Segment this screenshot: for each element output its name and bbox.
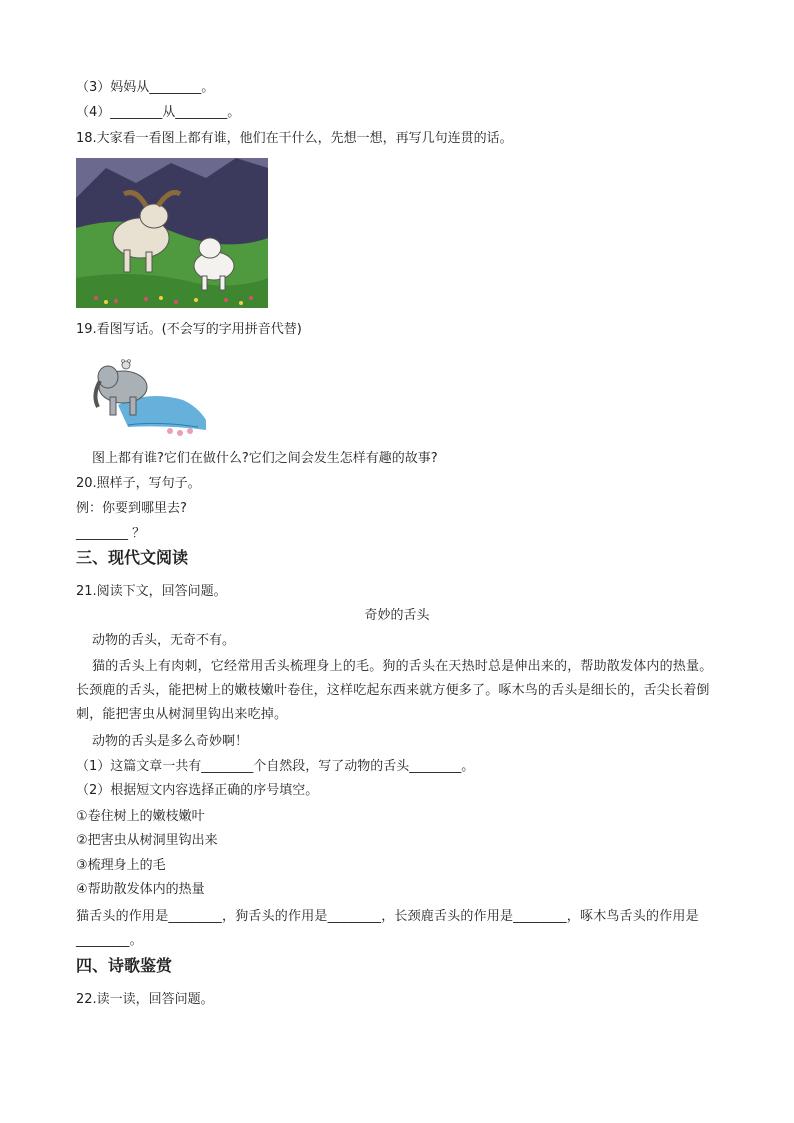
option-3: ③梳理身上的毛 — [76, 858, 166, 873]
tongue-function-fill-in: 猫舌头的作用是________，狗舌头的作用是________，长颈鹿舌头的作用是________，啄木鸟舌头的作用是________。 — [76, 909, 699, 948]
q18-prompt: 18.大家看一看图上都有谁，他们在干什么，先想一想，再写几句连贯的话。 — [76, 131, 513, 146]
option-2: ②把害虫从树洞里钩出来 — [76, 833, 218, 848]
passage-title: 奇妙的舌头 — [364, 608, 430, 623]
elephant-and-mouse-illustration — [88, 345, 208, 437]
q20-answer-blank: ________ ？ — [76, 526, 146, 541]
q22-prompt: 22.读一读，回答问题。 — [76, 992, 214, 1007]
section-4-heading: 四、诗歌鉴赏 — [76, 956, 173, 975]
q17-item-4: （4）________从________。 — [76, 105, 241, 120]
q20-prompt: 20.照样子，写句子。 — [76, 476, 201, 491]
q20-example: 例：你要到哪里去? — [76, 501, 187, 516]
option-4: ④帮助散发体内的热量 — [76, 882, 205, 897]
q21-prompt: 21.阅读下文，回答问题。 — [76, 584, 227, 599]
passage-paragraph-2: 猫的舌头上有肉刺，它经常用舌头梳理身上的毛。狗的舌头在天热时总是伸出来的，帮助散发体内的热量。长颈鹿的舌头，能把树上的嫩枝嫩叶卷住，这样吃起东西来就方便多了。啄木鸟的舌头是细长的，舌尖长着倒刺，能把害虫从树洞里钩出来吃掉。 — [76, 659, 713, 722]
q21-subquestion-1: （1）这篇文章一共有________个自然段，写了动物的舌头________。 — [76, 759, 475, 774]
option-1: ①卷住树上的嫩枝嫩叶 — [76, 809, 205, 824]
q17-item-3: （3）妈妈从________。 — [76, 80, 215, 95]
passage-paragraph-1: 动物的舌头，无奇不有。 — [92, 633, 236, 648]
q19-prompt: 19.看图写话。(不会写的字用拼音代替) — [76, 322, 302, 337]
passage-paragraph-3: 动物的舌头是多么奇妙啊！ — [92, 734, 249, 749]
q21-subquestion-2: （2）根据短文内容选择正确的序号填空。 — [76, 783, 319, 798]
goat-and-lamb-illustration — [76, 158, 268, 308]
section-3-heading: 三、现代文阅读 — [76, 548, 189, 567]
q19-question: 图上都有谁?它们在做什么?它们之间会发生怎样有趣的故事? — [92, 451, 438, 466]
